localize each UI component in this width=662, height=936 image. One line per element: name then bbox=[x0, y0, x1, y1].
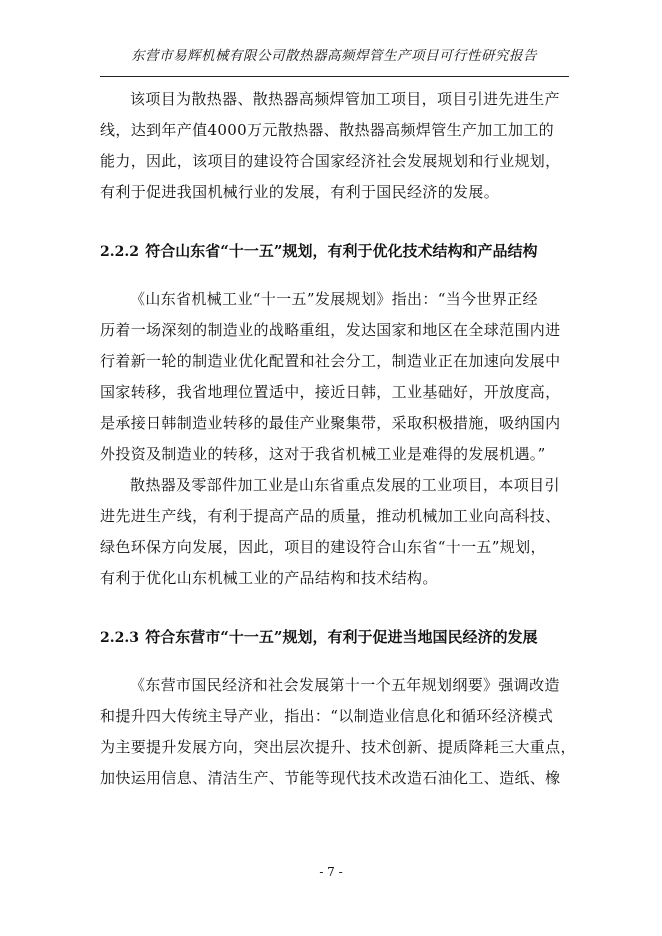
paragraph-project-intro bbox=[100, 84, 570, 208]
paragraph-radiator-industry bbox=[100, 470, 570, 594]
page-number: - 7 - bbox=[319, 865, 343, 879]
text-line: 《山东省机械工业“十一五”发展规划》指出：“当今世界正经 bbox=[130, 290, 538, 308]
text-line: 绿色环保方向发展，因此，项目的建设符合山东省“十一五”规划， bbox=[100, 538, 546, 556]
text-line: 能力，因此，该项目的建设符合国家经济社会发展规划和行业规划， bbox=[100, 152, 561, 170]
text-line: 历着一场深刻的制造业的战略重组，发达国家和地区在全球范围内进 bbox=[100, 321, 561, 339]
header-divider bbox=[100, 76, 569, 77]
text-line: 该项目为散热器、散热器高频焊管加工项目，项目引进先进生产 bbox=[130, 90, 560, 108]
section-number: 2.2.3 bbox=[100, 630, 139, 646]
section-title: 符合东营市“十一五”规划，有利于促进当地国民经济的发展 bbox=[145, 628, 538, 646]
text-line: 散热器及零部件加工业是山东省重点发展的工业项目，本项目引 bbox=[130, 476, 560, 494]
text-line: 线，达到年产值4000万元散热器、散热器高频焊管生产加工加工的 bbox=[100, 121, 555, 139]
text-line: 加快运用信息、清洁生产、节能等现代技术改造石油化工、造纸、橡 bbox=[100, 769, 561, 787]
page-header: 东营市易辉机械有限公司散热器高频焊管生产项目可行性研究报告 bbox=[131, 48, 537, 64]
text-line: 行着新一轮的制造业优化配置和社会分工，制造业正在加速向发展中 bbox=[100, 352, 561, 370]
text-line: 《东营市国民经济和社会发展第十一个五年规划纲要》强调改造 bbox=[130, 676, 560, 694]
text-line: 外投资及制造业的转移，这对于我省机械工业是难得的发展机遇。” bbox=[100, 445, 546, 463]
text-line: 是承接日韩制造业转移的最佳产业聚集带，采取积极措施，吸纳国内 bbox=[100, 414, 561, 432]
paragraph-dongying-plan bbox=[100, 670, 576, 794]
section-heading-2-2-3 bbox=[100, 626, 570, 647]
paragraph-shandong-plan-quote bbox=[100, 284, 570, 470]
text-line: 国家转移，我省地理位置适中，接近日韩，工业基础好，开放度高， bbox=[100, 383, 561, 401]
text-line: 有利于促进我国机械行业的发展，有利于国民经济的发展。 bbox=[100, 183, 500, 201]
text-line: 为主要提升发展方向，突出层次提升、技术创新、提质降耗三大重点， bbox=[100, 738, 576, 756]
section-number: 2.2.2 bbox=[100, 244, 139, 260]
text-line: 和提升四大传统主导产业，指出：“以制造业信息化和循环经济模式 bbox=[100, 707, 554, 725]
text-line: 进先进生产线，有利于提高产品的质量，推动机械加工业向高科技、 bbox=[100, 507, 561, 525]
section-title: 符合山东省“十一五”规划，有利于优化技术结构和产品结构 bbox=[145, 242, 538, 260]
text-line: 有利于优化山东机械工业的产品结构和技术结构。 bbox=[100, 569, 438, 587]
section-heading-2-2-2 bbox=[100, 240, 570, 261]
